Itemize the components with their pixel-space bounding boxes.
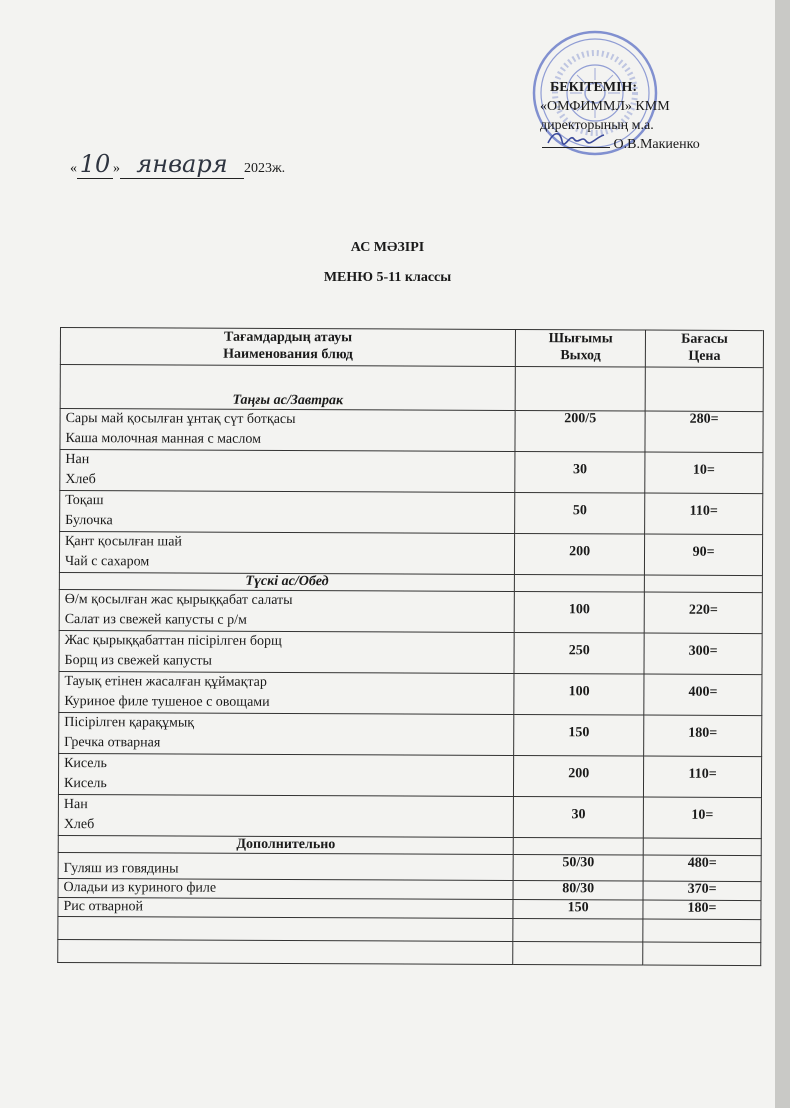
header-price-kz: Бағасы bbox=[681, 331, 728, 347]
dish-yield: 200 bbox=[514, 755, 644, 797]
dish-name-ru: Гречка отварная bbox=[64, 735, 161, 751]
dish-name-ru: Чай с сахаром bbox=[64, 554, 150, 570]
section-breakfast bbox=[60, 365, 763, 412]
dish-name-kz: Кисель bbox=[64, 756, 107, 772]
dish-price: 370= bbox=[643, 881, 761, 901]
approval-signature-line bbox=[540, 135, 700, 154]
dish-yield: 100 bbox=[514, 591, 644, 633]
dish-yield: 30 bbox=[515, 451, 645, 493]
dish-name-kz: Жас қырыққабаттан пісірілген борщ bbox=[64, 633, 282, 649]
dish-name-ru: Борщ из свежей капусты bbox=[64, 653, 212, 669]
page-title-kz: АС МӘЗІРІ bbox=[350, 240, 425, 255]
dish-name bbox=[60, 409, 515, 452]
dish-price: 400= bbox=[644, 674, 762, 716]
dish-name-ru: Хлеб bbox=[63, 817, 95, 833]
approval-heading: БЕКІТЕМІН: bbox=[550, 80, 638, 95]
dish-name-ru: Хлеб bbox=[65, 472, 96, 488]
date-month-field bbox=[120, 150, 244, 179]
table-row bbox=[59, 671, 762, 715]
table-row bbox=[59, 712, 762, 756]
dish-name-kz: Сары май қосылған ұнтақ сүт ботқасы bbox=[65, 411, 296, 428]
dish-yield: 50 bbox=[515, 492, 645, 534]
dish-name bbox=[58, 794, 513, 837]
section-title: Дополнительно bbox=[58, 835, 513, 854]
table-row bbox=[58, 794, 761, 838]
dish-price: 90= bbox=[645, 534, 763, 576]
dish-price: 110= bbox=[644, 756, 762, 798]
dish-name-ru: Булочка bbox=[65, 513, 113, 529]
header-yield bbox=[516, 329, 646, 367]
dish-name-kz: Қант қосылған шай bbox=[65, 534, 182, 550]
dish-name bbox=[59, 712, 514, 755]
table-row bbox=[58, 753, 761, 797]
menu-table bbox=[57, 327, 764, 966]
approval-block bbox=[540, 78, 700, 154]
dish-price: 220= bbox=[644, 592, 762, 634]
date-line bbox=[70, 150, 285, 179]
header-price bbox=[645, 330, 763, 368]
dish-yield: 250 bbox=[514, 632, 644, 674]
dish-price: 300= bbox=[644, 633, 762, 675]
dish-price: 10= bbox=[643, 797, 761, 839]
dish-yield: 150 bbox=[514, 714, 644, 756]
table-row bbox=[60, 409, 763, 453]
dish-name bbox=[59, 671, 514, 714]
header-yield-ru: Выход bbox=[560, 348, 601, 364]
table-row bbox=[60, 491, 763, 535]
table-row bbox=[58, 878, 761, 900]
empty-row bbox=[58, 916, 761, 942]
dish-name-kz: Пісірілген қарақұмық bbox=[64, 715, 195, 731]
date-day: 10 bbox=[79, 150, 111, 178]
dish-name-ru: Куриное филе тушеное с овощами bbox=[64, 694, 270, 710]
dish-name-ru: Каша молочная манная с маслом bbox=[65, 431, 261, 447]
page-edge bbox=[775, 0, 790, 1108]
dish-yield: 80/30 bbox=[513, 880, 643, 900]
approval-organization: «ОМФИММЛ» КММ bbox=[540, 99, 670, 114]
table-row bbox=[59, 630, 762, 674]
dish-yield: 100 bbox=[514, 673, 644, 715]
dish-name bbox=[59, 630, 514, 673]
dish-name bbox=[59, 532, 514, 575]
header-name bbox=[60, 328, 515, 367]
dish-name bbox=[58, 753, 513, 796]
dish-yield: 150 bbox=[513, 899, 643, 919]
header-name-kz: Тағамдардың атауы bbox=[224, 329, 353, 346]
signature-mark bbox=[542, 135, 610, 148]
approval-name: О.В.Макиенко bbox=[613, 137, 700, 152]
header-yield-kz: Шығымы bbox=[548, 331, 613, 347]
dish-name bbox=[59, 589, 514, 632]
dish-price: 180= bbox=[643, 900, 761, 920]
dish-name-ru: Кисель bbox=[63, 776, 107, 792]
dish-yield: 200/5 bbox=[515, 410, 645, 452]
table-row bbox=[60, 450, 763, 494]
dish-yield: 50/30 bbox=[513, 854, 643, 881]
dish-price: 280= bbox=[645, 411, 763, 453]
dish-name-kz: Ө/м қосылған жас қырыққабат салаты bbox=[64, 592, 293, 609]
table-row bbox=[59, 532, 762, 576]
dish-name: Оладьи из куриного филе bbox=[58, 878, 513, 899]
dish-price: 110= bbox=[645, 493, 763, 535]
approval-position: директорының м.а. bbox=[540, 118, 654, 133]
table-header bbox=[60, 328, 763, 368]
dish-name-kz: Нан bbox=[65, 452, 90, 468]
dish-name: Рис отварной bbox=[58, 897, 513, 918]
header-price-ru: Цена bbox=[688, 348, 721, 364]
header-name-ru: Наименования блюд bbox=[223, 346, 353, 363]
section-title: Түскі ас/Обед bbox=[59, 572, 514, 591]
dish-price: 180= bbox=[644, 715, 762, 757]
date-close-quote: » bbox=[113, 161, 120, 176]
date-open-quote: « bbox=[70, 161, 77, 176]
dish-name bbox=[60, 450, 515, 493]
page-title-ru: МЕНЮ 5-11 классы bbox=[323, 270, 452, 285]
dish-name bbox=[60, 491, 515, 534]
dish-name: Гуляш из говядины bbox=[58, 852, 513, 880]
section-title: Таңғы ас/Завтрак bbox=[60, 365, 515, 411]
dish-price: 480= bbox=[643, 855, 761, 882]
dish-name-kz: Тауық етінен жасалған құймақтар bbox=[64, 674, 267, 690]
dish-name-kz: Нан bbox=[63, 797, 88, 813]
dish-name-ru: Салат из свежей капусты с р/м bbox=[64, 612, 247, 628]
dish-yield: 30 bbox=[514, 796, 644, 838]
date-month: января bbox=[136, 150, 228, 178]
date-day-field bbox=[77, 150, 113, 179]
dish-yield: 200 bbox=[515, 533, 645, 575]
table-row bbox=[58, 852, 761, 881]
empty-row bbox=[58, 939, 761, 965]
dish-name-kz: Тоқаш bbox=[65, 493, 104, 509]
date-year: 2023ж. bbox=[244, 161, 286, 176]
dish-price: 10= bbox=[645, 452, 763, 494]
table-row bbox=[59, 589, 762, 633]
